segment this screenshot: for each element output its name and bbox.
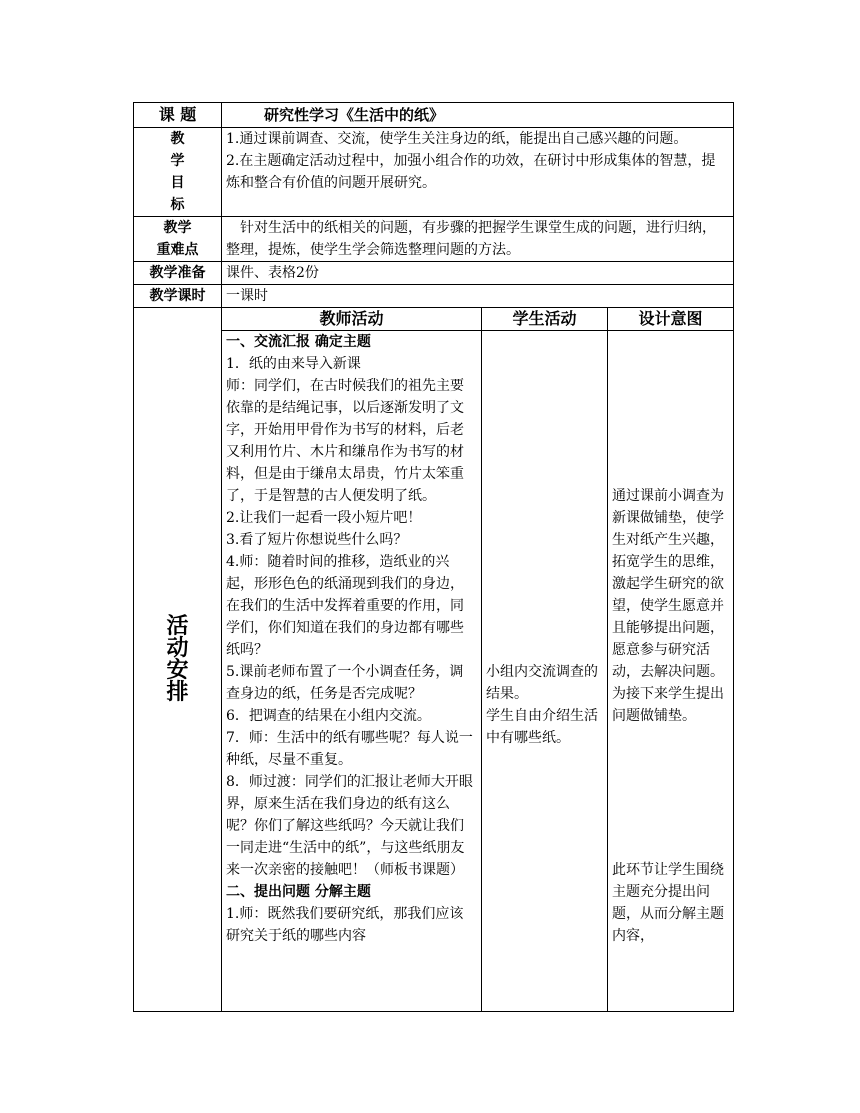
goal-item: 2.在主题确定活动过程中，加强小组合作的功效，在研讨中形成集体的智慧，提炼和整合有价值的问题开展研究。 xyxy=(226,153,716,191)
teacher-step: 二、提出问题 分解主题 xyxy=(226,884,371,900)
design-intent-header: 设计意图 xyxy=(608,308,734,331)
difficulty-row xyxy=(134,217,734,262)
teacher-step: 师：同学们，在古时候我们的祖先主要依靠的是结绳记事，以后逐渐发明了文字，开始用甲骨作为书写的材料，后老又利用竹片、木片和缣帛作为书写的材料，但是由于缣帛太昂贵，竹片太笨重了，于是智慧的古人便发明了纸。 xyxy=(226,378,464,504)
title-value: 研究性学习《生活中的纸》 xyxy=(222,103,734,128)
goals-label-char: 教 xyxy=(170,131,185,147)
teacher-step: 一、交流汇报 确定主题 xyxy=(226,334,371,350)
prep-label: 教学准备 xyxy=(134,262,222,285)
goals-label-char: 标 xyxy=(170,197,185,213)
prep-value: 课件、表格2份 xyxy=(222,262,734,285)
teacher-step: 1．纸的由来导入新课 xyxy=(226,356,361,372)
activity-row xyxy=(134,331,734,1012)
teacher-step: 5.课前老师布置了一个小调查任务，调查身边的纸，任务是否完成呢？ xyxy=(226,664,464,702)
difficulty-label xyxy=(134,217,222,262)
teacher-step: 7．师：生活中的纸有哪些呢？每人说一种纸，尽量不重复。 xyxy=(226,730,473,768)
prep-row xyxy=(134,262,734,285)
student-item: 学生自由介绍生活中有哪些纸。 xyxy=(486,708,598,746)
period-value: 一课时 xyxy=(222,285,734,308)
goal-item: 1.通过课前调查、交流，使学生关注身边的纸，能提出自己感兴趣的问题。 xyxy=(226,131,688,147)
activity-label-char: 活 xyxy=(166,613,189,639)
period-label: 教学课时 xyxy=(134,285,222,308)
student-activity-cell xyxy=(482,331,608,1012)
design-item: 通过课前小调查为新课做铺垫，使学生对纸产生兴趣，拓宽学生的思维，激起学生研究的欲望，使学生愿意并且能够提出问题，愿意参与研究活动，去解决问题。为接下来学生提出问题做铺垫。 xyxy=(612,488,724,724)
goals-label xyxy=(134,128,222,217)
activity-label-char: 动 xyxy=(166,635,189,661)
teacher-step: 8．师过渡：同学们的汇报让老师大开眼界，原来生活在我们身边的纸有这么呢？你们了解这些纸吗？今天就让我们一同走进“生活中的纸”，与这些纸朋友来一次亲密的接触吧！（师板书课题） xyxy=(226,774,473,878)
teacher-step: 1.师：既然我们要研究纸，那我们应该研究关于纸的哪些内容 xyxy=(226,906,464,944)
difficulty-content xyxy=(222,217,734,262)
goals-content xyxy=(222,128,734,217)
teacher-activity-cell xyxy=(222,331,482,1012)
lesson-plan-table xyxy=(133,102,734,1012)
design-item: 此环节让学生围绕主题充分提出问题，从而分解主题内容， xyxy=(612,862,724,944)
student-activity-header: 学生活动 xyxy=(482,308,608,331)
goals-label-char: 目 xyxy=(170,175,185,191)
student-item: 小组内交流调查的结果。 xyxy=(486,664,598,702)
title-label: 课 题 xyxy=(134,103,222,128)
period-row xyxy=(134,285,734,308)
teacher-step: 6．把调查的结果在小组内交流。 xyxy=(226,708,431,724)
activity-label-char: 安 xyxy=(166,657,189,683)
activity-label-char: 排 xyxy=(166,679,189,705)
teacher-activity-header: 教师活动 xyxy=(222,308,482,331)
title-row xyxy=(134,103,734,128)
design-intent-cell xyxy=(608,331,734,1012)
teacher-step: 2.让我们一起看一段小短片吧！ xyxy=(226,510,422,526)
column-header-row xyxy=(134,308,734,331)
difficulty-label-line: 教学 xyxy=(163,220,192,236)
activity-label xyxy=(134,308,222,1012)
difficulty-text: 针对生活中的纸相关的问题，有步骤的把握学生课堂生成的问题，进行归纳，整理，提炼，使学生学会筛选整理问题的方法。 xyxy=(226,220,716,258)
goals-label-char: 学 xyxy=(170,153,185,169)
teacher-step: 3.看了短片你想说些什么吗？ xyxy=(226,532,408,548)
goals-row xyxy=(134,128,734,217)
difficulty-label-line: 重难点 xyxy=(156,242,199,258)
teacher-step: 4.师：随着时间的推移，造纸业的兴起，形形色色的纸涌现到我们的身边，在我们的生活中发挥着重要的作用，同学们，你们知道在我们的身边都有哪些纸吗？ xyxy=(226,554,464,658)
